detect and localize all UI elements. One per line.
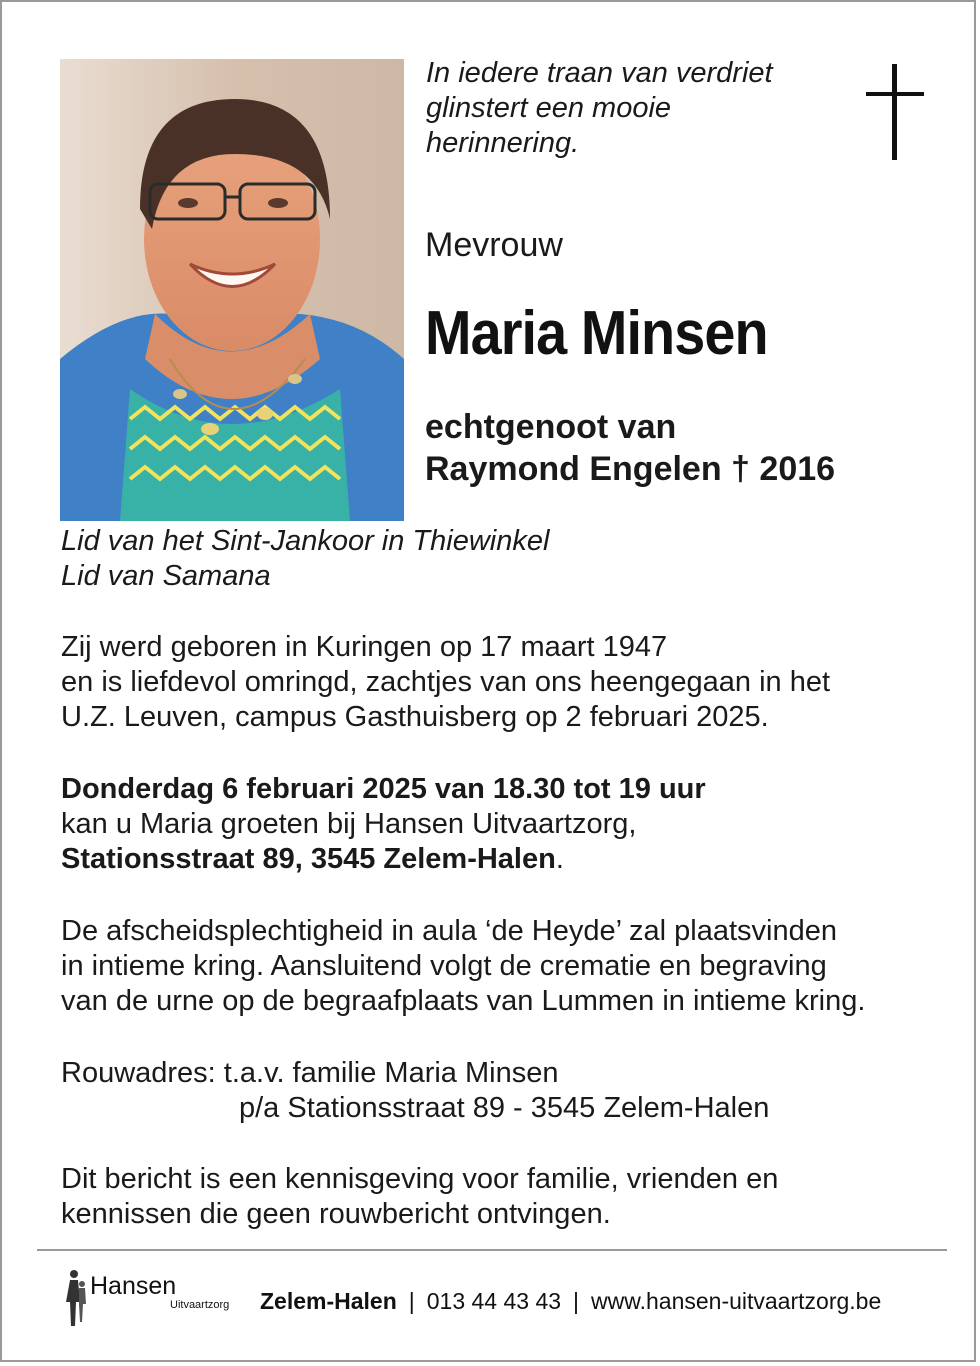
quote-line: In iedere traan van verdriet [426,57,773,89]
logo-name: Hansen [90,1272,177,1300]
memorial-quote [426,56,846,161]
paragraph-line: Zij werd geboren in Kuringen op 17 maart 1947 [61,631,668,663]
quote-line: glinstert een mooie [426,92,672,124]
paragraph-line: Dit bericht is een kennisgeving voor familie, vrienden en [61,1163,779,1195]
quote-line: herinnering. [426,127,580,159]
spouse-line: Raymond Engelen † 2016 [425,450,836,488]
visitation-middle: kan u Maria groeten bij Hansen Uitvaartzorg, [61,808,637,840]
footer-divider [37,1249,947,1251]
ceremony-paragraph [61,914,865,1019]
footer-separator: | [408,1288,415,1314]
membership-line: Lid van Samana [61,560,271,592]
paragraph-line: U.Z. Leuven, campus Gasthuisberg op 2 februari 2025. [61,701,769,733]
footer-phone[interactable]: 013 44 43 43 [426,1288,562,1314]
deceased-name: Maria Minsen [425,299,768,368]
spouse-info [425,406,835,490]
visitation-address: Stationsstraat 89, 3545 Zelem-Halen [61,843,556,875]
memberships [61,524,549,594]
hansen-logo-icon [60,1268,90,1330]
spouse-line: echtgenoot van [425,408,677,446]
paragraph-line: De afscheidsplechtigheid in aula ‘de Heyde’ zal plaatsvinden [61,915,837,947]
paragraph-line: kennissen die geen rouwbericht ontvingen. [61,1198,611,1230]
paragraph-line: van de urne op de begraafplaats van Lummen in intieme kring. [61,985,866,1017]
mourning-address-line: Rouwadres: t.a.v. familie Maria Minsen [61,1057,559,1089]
mourning-address [61,1056,769,1126]
birth-death-paragraph [61,630,830,735]
paragraph-line: en is liefdevol omringd, zachtjes van ons heengegaan in het [61,666,831,698]
logo-subtitle: Uitvaartzorg [170,1299,230,1311]
footer-website[interactable]: www.hansen-uitvaartzorg.be [591,1288,882,1314]
visitation-address-end: . [555,843,564,875]
footer [60,1268,940,1338]
visitation-date: Donderdag 6 februari 2025 van 18.30 tot 19 uur [61,773,706,805]
membership-line: Lid van het Sint-Jankoor in Thiewinkel [61,525,550,557]
portrait-photo [60,59,404,521]
footer-separator: | [573,1288,580,1314]
footer-contact [260,1288,881,1315]
visitation-paragraph [61,772,706,877]
paragraph-line: in intieme kring. Aansluitend volgt de crematie en begraving [61,950,827,982]
notice-paragraph [61,1162,778,1232]
salutation: Mevrouw [425,226,563,264]
footer-location: Zelem-Halen [260,1288,397,1314]
cross-icon [866,64,924,160]
visitation-address-line [61,842,706,877]
mourning-address-line: p/a Stationsstraat 89 - 3545 Zelem-Halen [239,1092,770,1124]
